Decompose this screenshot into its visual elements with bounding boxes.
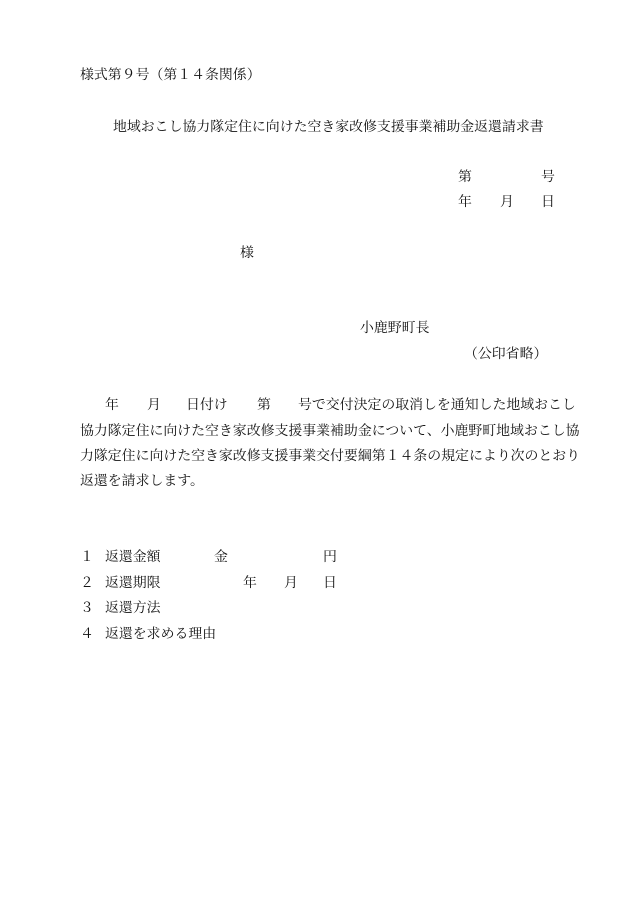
amount-unit: 円 xyxy=(323,549,337,565)
addressee-honorific: 様 xyxy=(240,245,254,261)
form-number: 様式第９号（第１４条関係） xyxy=(80,67,261,83)
body-line: 協力隊定住に向けた空き家改修支援事業補助金について、小鹿野町地域おこし協 xyxy=(80,423,580,439)
date-year: 年 xyxy=(458,194,472,210)
item-label-refund-deadline: 返還期限 xyxy=(105,575,161,591)
body-line: 返還を請求します。 xyxy=(80,473,204,489)
date-day: 日 xyxy=(541,194,555,210)
body-line1-year: 年 xyxy=(105,397,119,413)
deadline-day: 日 xyxy=(323,575,337,591)
deadline-year: 年 xyxy=(243,575,257,591)
item-number: ４ xyxy=(80,626,94,642)
body-line1-month: 月 xyxy=(147,397,161,413)
document-title: 地域おこし協力隊定住に向けた空き家改修支援事業補助金返還請求書 xyxy=(113,119,544,135)
item-label-refund-method: 返還方法 xyxy=(105,600,161,616)
body-line1-number-prefix: 第 xyxy=(257,397,271,413)
item-number: ３ xyxy=(80,600,94,616)
document-number-suffix: 号 xyxy=(541,169,555,185)
document-number-prefix: 第 xyxy=(458,169,472,185)
date-month: 月 xyxy=(500,194,514,210)
body-line: 力隊定住に向けた空き家改修支援事業交付要綱第１４条の規定により次のとおり xyxy=(80,448,581,464)
item-label-refund-amount: 返還金額 xyxy=(105,549,161,565)
issuer-name: 小鹿野町長 xyxy=(360,320,430,336)
item-number: ２ xyxy=(80,575,94,591)
item-number: １ xyxy=(80,549,94,565)
item-label-refund-reason: 返還を求める理由 xyxy=(105,626,217,642)
amount-prefix: 金 xyxy=(214,549,228,565)
body-line1-day: 日付け xyxy=(186,397,228,413)
deadline-month: 月 xyxy=(284,575,298,591)
body-line1-text: 号で交付決定の取消しを通知した地域おこし xyxy=(298,397,576,413)
seal-note: （公印省略） xyxy=(464,346,548,362)
